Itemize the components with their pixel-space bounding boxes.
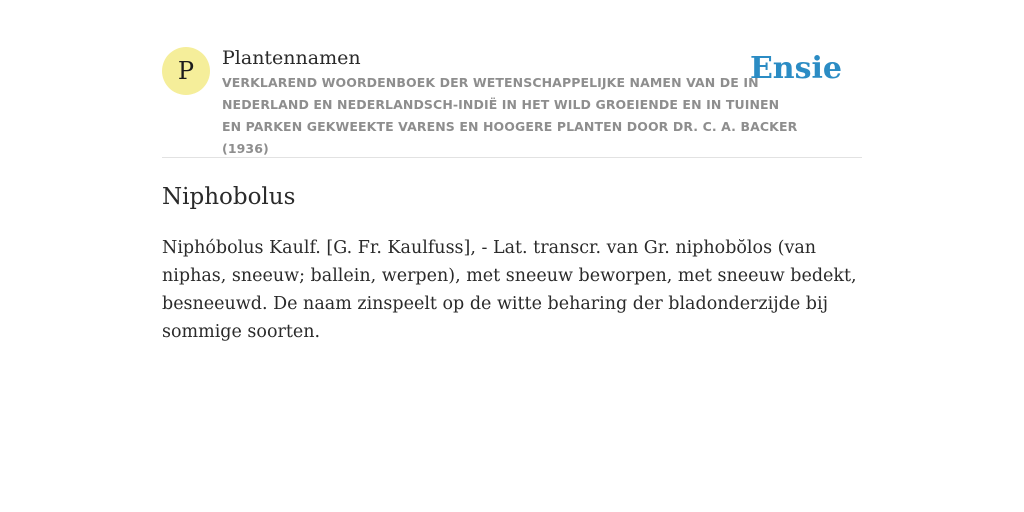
entry-definition: Niphóbolus Kaulf. [G. Fr. Kaulfuss], - Lat. transcr. van Gr. niphobŏlos (van niphas, sneeuw; ballein, werpen), met sneeuw beworpen, met sneeuw bedekt, besneeuwd. De naam zinspeelt op de witte beharing der bladonderzijde bij sommige soorten. [162, 238, 857, 342]
brand-logo[interactable]: Ensie [749, 51, 842, 86]
dictionary-avatar[interactable]: P [162, 47, 210, 95]
entry-title: Niphobolus [162, 184, 296, 210]
dictionary-title[interactable]: Plantennamen [222, 47, 361, 69]
dictionary-header [162, 46, 862, 158]
dictionary-subtitle: VERKLAREND WOORDENBOEK DER WETENSCHAPPELIJKE NAMEN VAN DE IN NEDERLAND EN NEDERLANDSCH-INDIË IN HET WILD GROEIENDE EN IN TUINEN EN PARKEN GEKWEEKTE VARENS EN HOOGERE PLANTEN DOOR DR. C. A. BACKER (1936) [222, 75, 798, 156]
header-divider [162, 157, 862, 158]
